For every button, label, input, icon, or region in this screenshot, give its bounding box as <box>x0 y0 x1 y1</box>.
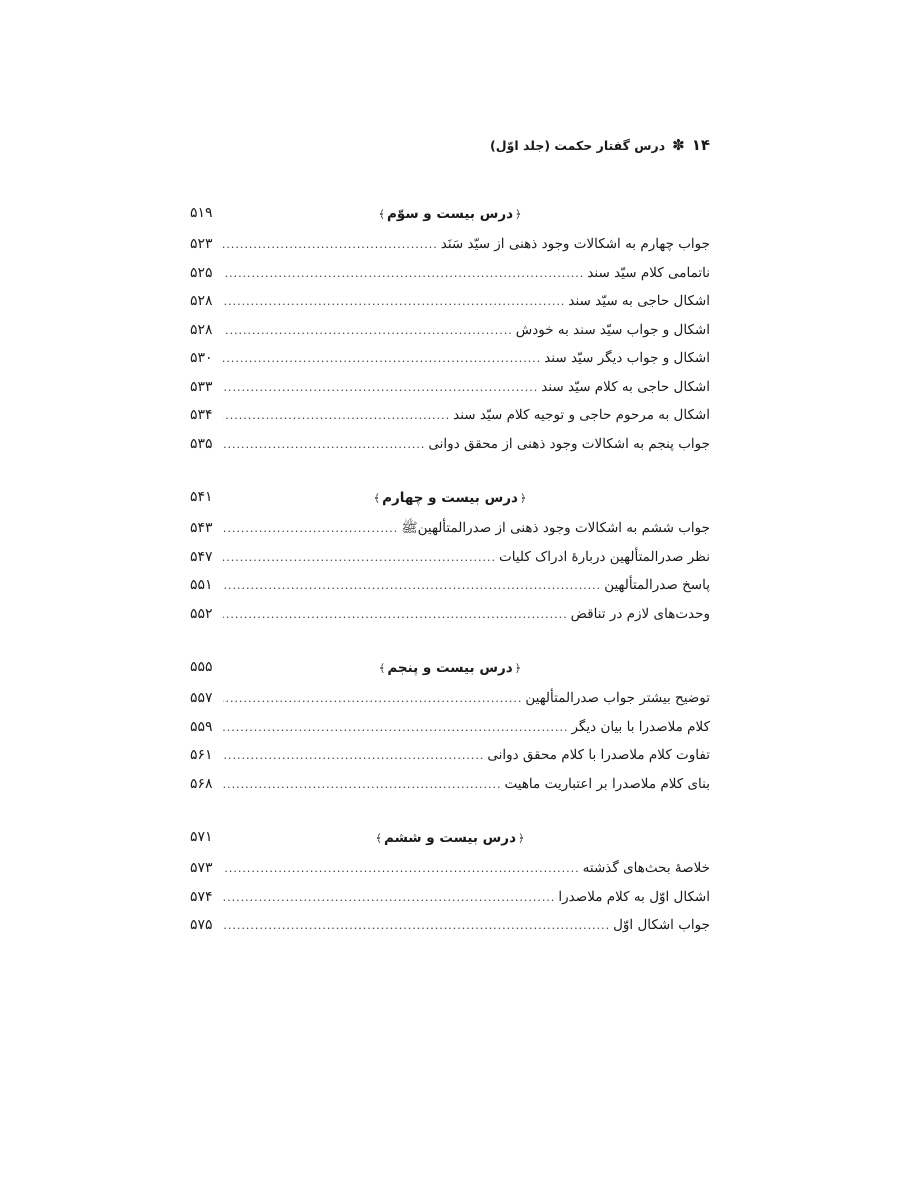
section-title <box>190 830 710 846</box>
ornate-bracket-close-icon: ﴾ <box>375 832 382 845</box>
entry-page-number: ۵۳۰ <box>190 350 213 366</box>
ornate-bracket-close-icon: ﴾ <box>378 662 386 675</box>
flower-ornament-icon: ✽ <box>672 136 685 154</box>
ornate-bracket-open-icon: ﴿ <box>518 832 525 845</box>
entry-title: ناتمامی کلام سیّد سند <box>587 264 710 281</box>
entry-title: توضیح بیشتر جواب صدرالمتألهین <box>525 690 710 706</box>
toc-entry <box>190 344 710 373</box>
entry-page-number: ۵۷۴ <box>190 888 213 905</box>
entry-page-number: ۵۳۳ <box>190 378 213 395</box>
running-header <box>490 136 710 154</box>
entry-page-number: ۵۳۴ <box>190 407 213 423</box>
dot-leader <box>223 855 580 884</box>
entry-title: اشکال حاجی به سیّد سند <box>568 293 710 309</box>
section-title <box>190 206 710 222</box>
entry-page-number: ۵۴۷ <box>190 548 213 565</box>
dot-leader <box>223 317 513 346</box>
entry-page-number: ۵۵۷ <box>190 690 213 706</box>
toc-entry <box>190 684 710 713</box>
entry-title: اشکال به مرحوم حاجی و توجیه کلام سیّد سند <box>453 407 710 423</box>
book-title: درس گفتار حکمت (جلد اوّل) <box>490 137 666 153</box>
toc-entry <box>190 770 710 799</box>
entry-title: خلاصهٔ بحث‌های گذشته <box>582 860 710 876</box>
entry-page-number: ۵۵۲ <box>190 605 213 622</box>
toc-entry <box>190 430 710 459</box>
entry-title: اشکال اوّل به کلام ملاصدرا <box>558 888 710 905</box>
entry-page-number: ۵۲۸ <box>190 293 213 309</box>
toc-entry <box>190 514 710 543</box>
entry-page-number: ۵۲۳ <box>190 236 213 252</box>
toc-section <box>190 824 710 940</box>
page-number: ۱۴ <box>691 136 710 154</box>
entry-title: وحدت‌های لازم در تناقض <box>570 605 710 622</box>
entry-title: بنای کلام ملاصدرا بر اعتباریت ماهیت <box>504 775 710 792</box>
dot-leader <box>223 912 610 941</box>
entry-page-number: ۵۴۳ <box>190 520 213 536</box>
toc-entry <box>190 713 710 742</box>
entry-title: اشکال حاجی به کلام سیّد سند <box>541 378 710 395</box>
section-heading <box>190 200 710 230</box>
dot-leader <box>223 572 601 601</box>
entry-page-number: ۵۶۸ <box>190 775 213 792</box>
entry-title: پاسخ صدرالمتألهین <box>604 577 710 593</box>
toc-entry <box>190 230 710 259</box>
toc-entry <box>190 316 710 345</box>
section-heading <box>190 824 710 854</box>
dot-leader <box>223 288 565 317</box>
entry-page-number: ۵۲۸ <box>190 321 213 338</box>
section-page-number: ۵۴۱ <box>190 489 213 505</box>
entry-page-number: ۵۵۹ <box>190 718 213 735</box>
dot-leader <box>223 260 584 289</box>
section-heading <box>190 654 710 684</box>
ornate-bracket-close-icon: ﴾ <box>373 492 381 505</box>
toc-entry <box>190 287 710 316</box>
toc-section <box>190 484 710 628</box>
entry-title: جواب ششم به اشکالات وجود ذهنی از صدرالمتألهینﷺ <box>401 520 710 536</box>
toc-entry <box>190 600 710 629</box>
dot-leader <box>223 771 501 800</box>
entry-title: تفاوت کلام ملاصدرا با کلام محقق دوانی <box>487 747 710 763</box>
dot-leader <box>223 345 541 374</box>
dot-leader <box>223 402 450 431</box>
dot-leader <box>223 374 538 403</box>
toc-entry <box>190 401 710 430</box>
entry-title: کلام ملاصدرا با بیان دیگر <box>571 718 710 735</box>
dot-leader <box>223 544 496 573</box>
section-title-text: درس بیست و ششم <box>383 830 517 846</box>
entry-page-number: ۵۵۱ <box>190 577 213 593</box>
section-page-number: ۵۱۹ <box>190 205 213 221</box>
entry-title: جواب چهارم به اشکالات وجود ذهنی از سیّد سَنَد <box>440 236 710 252</box>
ornate-bracket-open-icon: ﴿ <box>515 208 522 221</box>
toc-entry <box>190 741 710 770</box>
section-title-text: درس بیست و سوّم <box>386 206 514 222</box>
toc-entry <box>190 854 710 883</box>
ornate-bracket-open-icon: ﴿ <box>514 662 522 675</box>
dot-leader <box>223 231 438 260</box>
toc-entry <box>190 571 710 600</box>
dot-leader <box>223 601 568 630</box>
entry-page-number: ۵۶۱ <box>190 747 213 763</box>
section-title-text: درس بیست و چهارم <box>382 490 518 506</box>
section-heading <box>190 484 710 514</box>
entry-title: جواب پنجم به اشکالات وجود ذهنی از محقق دوانی <box>428 435 710 452</box>
section-title-text: درس بیست و پنجم <box>387 660 513 676</box>
entry-page-number: ۵۷۳ <box>190 860 213 876</box>
section-page-number: ۵۷۱ <box>190 829 213 845</box>
dot-leader <box>223 431 425 460</box>
entry-title: اشکال و جواب دیگر سیّد سند <box>544 350 710 366</box>
entry-page-number: ۵۷۵ <box>190 917 213 933</box>
dot-leader <box>223 884 555 913</box>
section-title <box>190 660 710 676</box>
toc-entry <box>190 883 710 912</box>
section-title <box>190 490 710 506</box>
entry-title: اشکال و جواب سیّد سند به خودش <box>515 321 710 338</box>
dot-leader <box>223 742 484 771</box>
toc-section <box>190 654 710 798</box>
toc-entry <box>190 543 710 572</box>
ornate-bracket-open-icon: ﴿ <box>519 492 527 505</box>
toc-entry <box>190 259 710 288</box>
entry-title: نظر صدرالمتألهین دربارهٔ ادراک کلیات <box>499 548 710 565</box>
table-of-contents <box>190 200 710 966</box>
entry-page-number: ۵۲۵ <box>190 264 213 281</box>
section-page-number: ۵۵۵ <box>190 659 213 675</box>
toc-entry <box>190 373 710 402</box>
toc-section <box>190 200 710 458</box>
entry-title: جواب اشکال اوّل <box>613 917 710 933</box>
dot-leader <box>223 685 522 714</box>
ornate-bracket-close-icon: ﴾ <box>378 208 385 221</box>
dot-leader <box>223 714 568 743</box>
entry-page-number: ۵۳۵ <box>190 435 213 452</box>
dot-leader <box>223 515 398 544</box>
toc-entry <box>190 911 710 940</box>
